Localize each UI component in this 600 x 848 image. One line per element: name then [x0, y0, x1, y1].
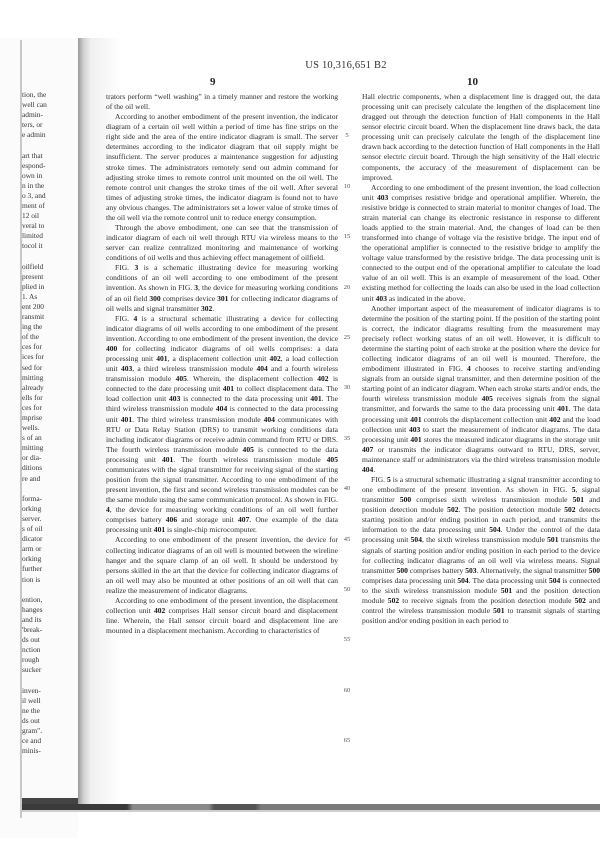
- previous-page-line: orking: [22, 503, 42, 513]
- paragraph: According to one embodiment of the present invention, the device for collecting indicator diagrams of an oil well is mounted between the wireline hanger and the square clamp of an oil well. It should be understood by persons skilled in the art that the device for collecting indicator diagrams of an oil well may also be mounted at other positions of an oil well that can realize the measurement of indicator diagrams.: [106, 535, 338, 595]
- previous-page-line: tocol it: [22, 241, 43, 251]
- previous-page-line: ces for: [22, 342, 42, 352]
- previous-page-line: [22, 252, 78, 262]
- right-text-column: [362, 92, 600, 626]
- previous-page-line: dicator: [22, 534, 43, 544]
- line-number: 20: [343, 283, 351, 291]
- scan-bottom-edge-shadow: [22, 810, 600, 812]
- previous-page-line: and its: [22, 614, 42, 624]
- previous-page-line: e admin: [22, 130, 46, 140]
- line-number: 25: [343, 333, 351, 341]
- previous-page-line: ds out: [22, 635, 40, 645]
- previous-page-line: [22, 140, 78, 150]
- previous-page-line: 12 oil: [22, 211, 40, 221]
- previous-page-line: veral to: [22, 221, 45, 231]
- previous-page-line: plied in: [22, 281, 45, 291]
- line-number: 60: [343, 686, 351, 694]
- previous-page-text: [22, 90, 78, 756]
- previous-page-line: sed for: [22, 362, 43, 372]
- paragraph: According to another embodiment of the present invention, the indicator diagram of a certain oil well within a period of time has fine strips on the right side and the area of the entire indicator diagram is small. The server determines according to the indicator diagram that oil supply might be insufficient. The server produces a maintenance suggestion for adjusting stroke times. The administrators remotely send out admin command for adjusting stroke times to remote control unit mounted on the oil well. The remote control unit changes the stroke times of the oil well. After several times of adjusting stroke times, the indicator diagram is found not to have any obvious changes. The administrators set a lower value of stroke times of the oil well via the remote control unit to reduce energy consumption.: [106, 112, 338, 222]
- previous-page-line: gram".: [22, 725, 43, 735]
- previous-page-line: ent 200: [22, 301, 44, 311]
- previous-page-line: ters, or: [22, 120, 43, 130]
- line-number: 55: [343, 636, 351, 644]
- previous-page-line: 'break-: [22, 624, 43, 634]
- previous-page-line: server.: [22, 513, 42, 523]
- previous-page-line: minis-: [22, 746, 41, 756]
- previous-page-line: ce and: [22, 736, 42, 745]
- previous-page-line: ment of: [22, 201, 45, 211]
- previous-page-line: s of oil: [22, 524, 43, 534]
- previous-page-line: ne the: [22, 705, 40, 715]
- previous-page-line: wells.: [22, 423, 40, 433]
- previous-page-line: 1. As: [22, 291, 38, 301]
- paragraph: Another important aspect of the measurement of indicator diagrams is to determine the position of the starting point. If the position of the starting point is correct, the indicator diagrams resulting from the measurement may precisely reflect working status of an oil well. However, it is difficult to determine the starting point of each stroke at the position where the device for collecting indicator diagrams of an oil well is mounted. Therefore, the embodiment illustrated in FIG. 4 chooses to receive starting and/ending signals from an outside signal transmitter, and then determine position of the starting point of an indicator diagram. When each stroke starts and/or ends, the fourth wireless transmission module 405 receives signals from the signal transmitter, and forwards the same to the data processing unit 401. The data processing unit 401 controls the displacement collection unit 402 and the load collection unit 403 to start the measurement of indicator diagrams. The data processing unit 401 stores the measured indicator diagrams in the storage unit 407 or transmits the indicator diagrams outward to RTU, DRS, server, maintenance staff or administrators via the third wireless transmission module 404.: [362, 303, 600, 474]
- previous-page-line: further: [22, 564, 43, 574]
- previous-page-line: arm or: [22, 544, 42, 554]
- line-number: 10: [343, 182, 351, 190]
- previous-page-line: [22, 675, 78, 685]
- patent-page: [92, 38, 600, 808]
- column-number-right: 10: [467, 76, 478, 88]
- previous-page-line: tion, the: [22, 90, 47, 99]
- previous-page-line: ices for: [22, 352, 44, 362]
- line-number: 5: [345, 132, 349, 140]
- previous-page-line: re and: [22, 473, 41, 483]
- previous-page-line: il well: [22, 695, 41, 705]
- previous-page-line: mitting: [22, 443, 44, 453]
- paragraph: trators perform “well washing” in a timely manner and restore the working of the oil well.: [106, 92, 338, 112]
- column-number-left: 9: [210, 76, 216, 88]
- paragraph: FIG. 3 is a schematic illustrating device for measuring working conditions of an oil well according to one embodiment of the present invention. As shown in FIG. 3, the device for measuring working conditions of an oil field 300 comprises device 301 for collecting indicator diagrams of oil wells and signal transmitter 302.: [106, 263, 339, 313]
- previous-page-line: ention,: [22, 594, 43, 604]
- paragraph: According to one embodiment of the present invention, the displacement collection unit 402 comprises Hall sensor circuit board and displacement line. Wherein, the Hall sensor circuit board and displacement line are mounted in a displacement mechanism. According to characteristics of: [106, 595, 338, 636]
- previous-page-line: ditions: [22, 463, 43, 473]
- line-number: 45: [343, 535, 351, 543]
- paragraph: Through the above embodiment, one can see that the transmission of indicator diagram of each oil well through RTU via wireless means to the server can realize centralized monitoring and maintenance of working conditions of oil wells and thus achieving effect management of oilfield.: [106, 223, 338, 263]
- previous-page-line: forma-: [22, 493, 43, 503]
- previous-page-line: s of an: [22, 433, 42, 443]
- paragraph: According to one embodiment of the present invention, the load collection unit 403 comprises resistive bridge and operational amplifier. Wherein, the resistive bridge is connected to strain material to monitor changes of load. The strain material can change its electronic resistance in response to different loads applied to the strain material. And, the changes of load can be then transformed into change of voltage via the resistive bridge. The input end of the operational amplifier is connected to the resistive bridge to amplify the voltage value transformed by the resistive bridge. The data processing unit is connected to the output end of the operational amplifier to calculate the load value of an oil well. This is an example of measurement of the load. Other existing method for collecting the loads can also be used in the load collection unit 403 as indicated in the above.: [362, 182, 600, 303]
- previous-page-line: or dia-: [22, 453, 42, 463]
- left-text-column: [106, 92, 338, 636]
- previous-page-line: nction: [22, 645, 41, 655]
- previous-page-line: well can: [22, 100, 47, 110]
- previous-page-line: o 3, and: [22, 190, 46, 200]
- previous-page-line: ransmit: [22, 312, 45, 322]
- previous-page-line: ds out: [22, 715, 40, 725]
- previous-page-line: rough: [22, 655, 40, 665]
- binding-gutter: [78, 38, 92, 810]
- previous-page-line: ing the: [22, 322, 43, 332]
- previous-page-line: n in the: [22, 180, 45, 190]
- previous-page-line: ells for: [22, 392, 43, 402]
- paragraph: Hall electric components, when a displacement line is dragged out, the data processing unit can precisely calculate the lengthen of the displacement line dragged out through the detection function of Hall components in the Hall sensor electric circuit board. When the displacement line draws back, the data processing unit can precisely calculate the length of the displacement line drawn back according to the detection function of Hall components in the Hall sensor electric circuit board. Through the high sensitivity of the Hall electric components, the accuracy of the measurement of displacement can be improved.: [362, 92, 600, 182]
- previous-page-line: own in: [22, 170, 43, 180]
- previous-page-line: sucker: [22, 665, 42, 675]
- line-number: 35: [343, 434, 351, 442]
- previous-page-line: already: [22, 382, 44, 392]
- line-number: 50: [343, 585, 351, 593]
- previous-page-line: art that: [22, 150, 43, 160]
- previous-page-line: inven-: [22, 685, 41, 695]
- patent-number: US 10,316,651 B2: [305, 60, 387, 71]
- previous-page-line: tion is: [22, 574, 41, 584]
- previous-page-line: admin-: [22, 110, 43, 120]
- line-number: 40: [343, 485, 351, 493]
- previous-page-line: espond-: [22, 160, 46, 170]
- line-number: 15: [343, 233, 351, 241]
- previous-page-line: limited: [22, 231, 43, 241]
- previous-page-line: ces for: [22, 402, 42, 412]
- previous-page-line: hanges: [22, 604, 43, 614]
- previous-page-line: [22, 585, 78, 595]
- previous-page-line: of the: [22, 332, 40, 342]
- previous-page-line: [22, 484, 78, 494]
- previous-page-line: oilfield: [22, 261, 44, 271]
- paragraph: FIG. 4 is a structural schematic illustrating a device for collecting indicator diagrams of oil wells according to one embodiment of the present invention. According to one embodiment of the present invention, the device 400 for collecting indicator diagrams of oil wells comprises: a data processing unit 401, a displacement collection unit 402, a load collection unit 403, a third wireless transmission module 404 and a fourth wireless transmission module 405. Wherein, the displacement collection 402 is connected to the date processing unit 401 to collect displacement data. The load collection unit 403 is connected to the data processing unit 401. The third wireless transmission module 404 is connected to the data processing unit 401. The third wireless transmission module 404 communicates with RTU or Data Relay Station (DRS) to transmit working conditions data including indicator diagrams or receive admin command from RTU or DRS. The fourth wireless transmission module 405 is connected to the data processing unit 401. The fourth wireless transmission module 405 communicates with the signal transmitter for receiving signal of the starting position from the signal transmitter. According to one embodiment of the present invention, the first and second wireless transmission modules can be the same module using the same communication protocol. As shown in FIG. 4, the device for measuring working conditions of an oil well further comprises battery 406 and storage unit 407. One example of the data processing unit 401 is single-chip microcomputer.: [106, 313, 338, 535]
- line-number: 30: [343, 384, 351, 392]
- paragraph: FIG. 5 is a structural schematic illustrating a signal transmitter according to one embodiment of the present invention. As shown in FIG. 5, signal transmitter 500 comprises sixth wireless transmission module 501 and position detection module 502. The position detection module 502 detects starting position and/or ending position in each period, and transmits the information to the data processing unit 504. Under the control of the data processing unit 504, the sixth wireless transmission module 501 transmits the signals of starting position and/or ending position in each period to the device for collecting indicator diagrams of an oil well via wireless means. Signal transmitter 500 comprises battery 503. Alternatively, the signal transmitter 500 comprises data processing unit 504. The data processing unit 504 is connected to the sixth wireless transmission module 501 and the position detection module 502 to receive signals from the position detection module 502 and control the wireless transmission module 501 to transmit signals of starting position and/or ending position in each period to: [362, 474, 600, 626]
- previous-page-line: present: [22, 271, 44, 281]
- previous-page-line: orking: [22, 554, 42, 564]
- previous-page-line: mitting: [22, 372, 44, 382]
- previous-page-line: mprise: [22, 413, 43, 422]
- line-number: 65: [343, 737, 351, 745]
